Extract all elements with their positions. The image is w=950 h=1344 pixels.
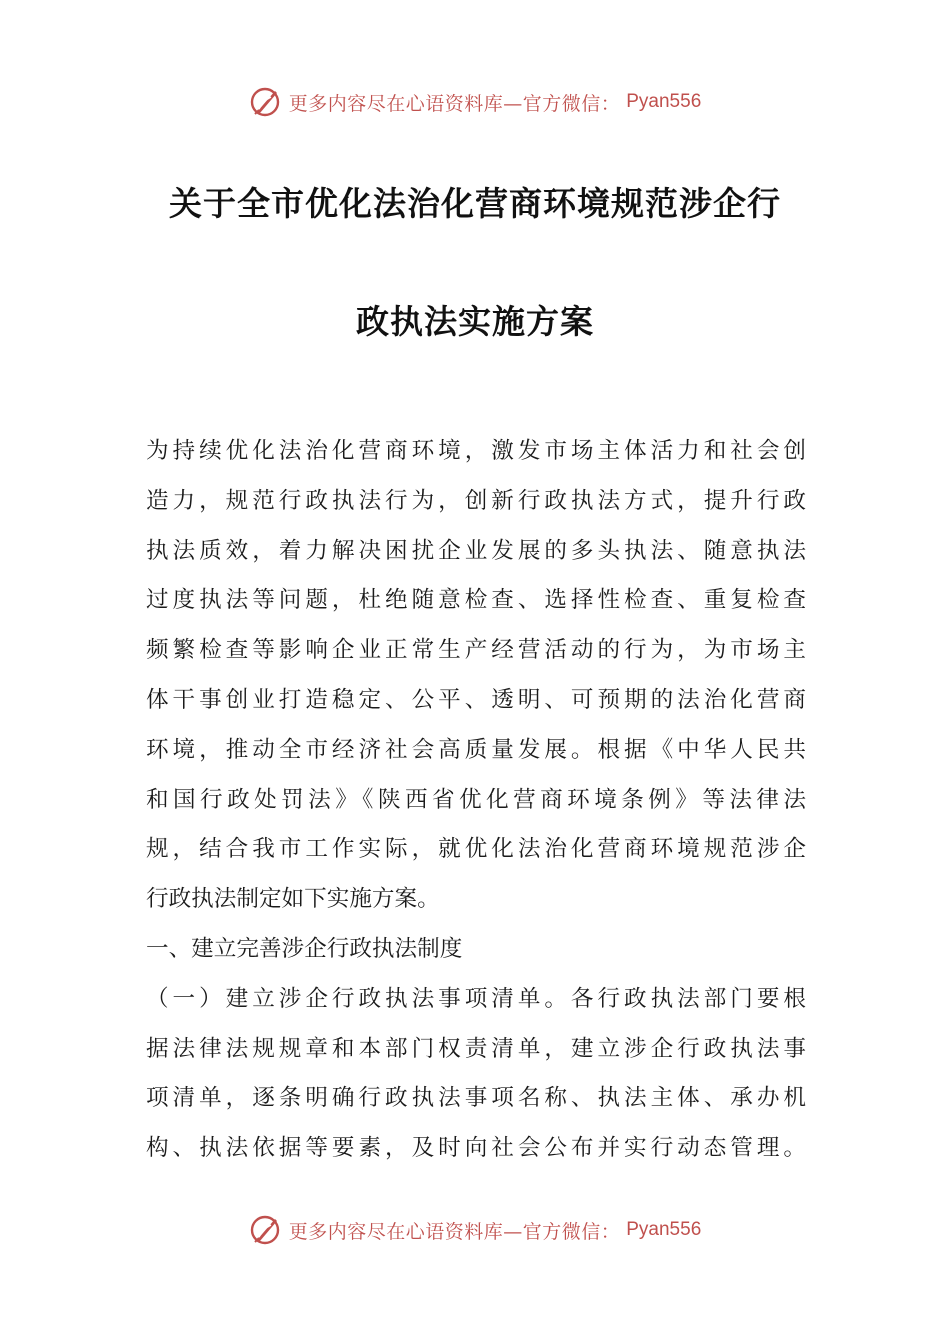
document-title-line-1: 关于全市优化法治化营商环境规范涉企行 <box>169 184 781 223</box>
body-line: 体干事创业打造稳定、公平、透明、可预期的法治化营商 <box>146 686 806 713</box>
body-line: 构、执法依据等要素，及时向社会公布并实行动态管理。 <box>146 1135 806 1162</box>
footer-watermark <box>0 1210 950 1250</box>
document-title-line-2: 政执法实施方案 <box>356 302 594 341</box>
quill-logo-icon <box>249 85 283 119</box>
body-line: 环境，推动全市经济社会高质量发展。根据《中华人民共 <box>146 736 806 763</box>
watermark-wechat-id: Pyan556 <box>626 1219 702 1240</box>
watermark-text: 更多内容尽在心语资料库—官方微信： <box>288 92 621 115</box>
body-line: 过度执法等问题，杜绝随意检查、选择性检查、重复检查 <box>146 587 806 614</box>
body-line: （一）建立涉企行政执法事项清单。各行政执法部门要根 <box>146 985 806 1012</box>
body-line: 执法质效，着力解决困扰企业发展的多头执法、随意执法 <box>146 537 806 564</box>
body-line: 为持续优化法治化营商环境，激发市场主体活力和社会创 <box>146 438 806 464</box>
body-line: 频繁检查等影响企业正常生产经营活动的行为，为市场主 <box>146 637 806 664</box>
document-body <box>146 427 806 1174</box>
header-watermark <box>0 82 950 122</box>
body-line: 据法律法规规章和本部门权责清单，建立涉企行政执法事 <box>146 1035 806 1062</box>
body-line: 项清单，逐条明确行政执法事项名称、执法主体、承办机 <box>146 1085 806 1112</box>
section-heading: 一、建立完善涉企行政执法制度 <box>146 935 463 962</box>
body-line: 和国行政处罚法》《陕西省优化营商环境条例》等法律法 <box>146 786 806 813</box>
body-line: 造力，规范行政执法行为，创新行政执法方式，提升行政 <box>146 487 806 514</box>
watermark-wechat-id: Pyan556 <box>626 91 702 112</box>
quill-logo-icon <box>249 1213 283 1247</box>
watermark-text: 更多内容尽在心语资料库—官方微信： <box>288 1220 621 1243</box>
body-line: 规，结合我市工作实际，就优化法治化营商环境规范涉企 <box>146 836 806 863</box>
body-line: 行政执法制定如下实施方案。 <box>146 886 440 913</box>
